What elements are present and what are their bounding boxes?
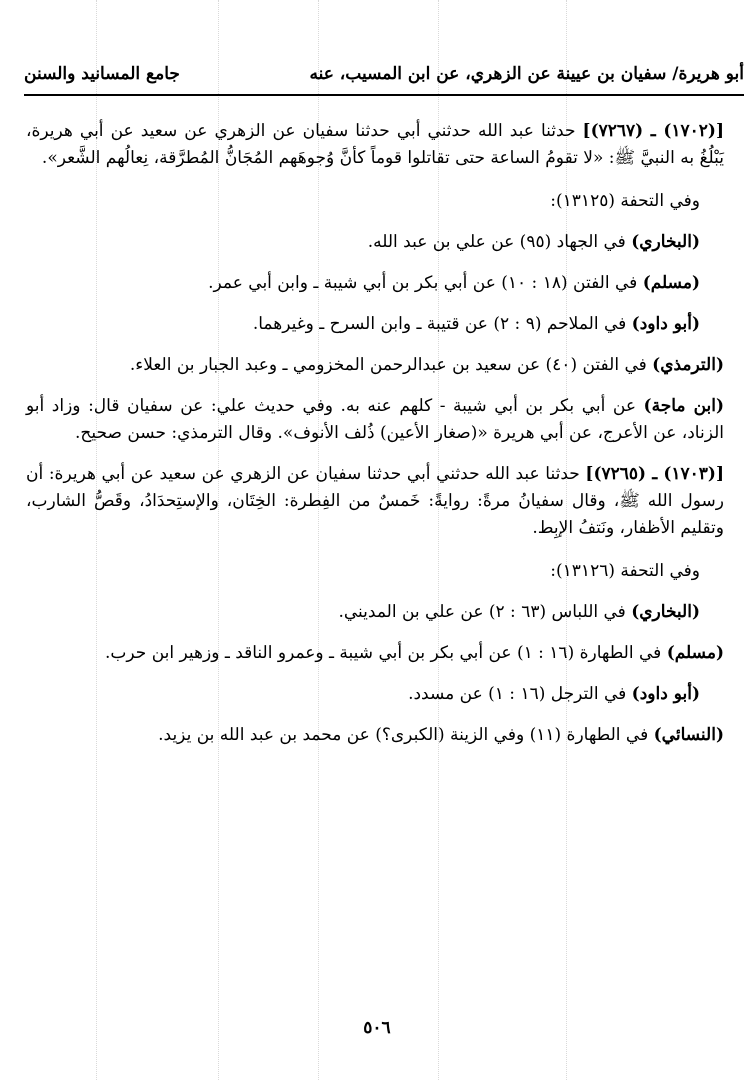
hadith-entry (26, 461, 724, 542)
source-name: (أبو داود) (631, 684, 700, 704)
header-rule (24, 94, 744, 96)
source-name: (الترمذي) (652, 355, 724, 375)
source-line (26, 311, 724, 338)
source-name: (مسلم) (642, 273, 700, 293)
source-text: في اللباس (٦٣ : ٢) عن علي بن المديني. (338, 602, 626, 622)
source-line (26, 352, 724, 379)
hadith-text: حدثنا عبد الله حدثني أبي حدثنا سفيان عن الزهري عن سعيد عن أبي هريرة، يَبْلُغُ به النبيَّ ﷺ: «لا تقومُ الساعة حتى تقاتلوا قوماً كأنَّ وُجوهَهم المُجَانُّ المُطرَّقة، نِعالُهم الشَّعر». (26, 121, 724, 168)
hadith-text: حدثنا عبد الله حدثني أبي حدثنا سفيان عن الزهري عن سعيد عن أبي هريرة: أن رسول الله ﷺ، وقال سفيانُ مرةً: روايةً: خَمسٌ من الفِطرة: الخِتَان، والإستِحدَادُ، وقَصُّ الشارب، وتقليم الأظفار، ونَتفُ الإبِط. (26, 464, 724, 538)
source-text: في الفتن (١٨ : ١٠) عن أبي بكر بن أبي شيبة ـ وابن أبي عمر. (208, 273, 638, 293)
source-text: عن أبي بكر بن أبي شيبة - كلهم عنه به. وفي حديث علي: عن سفيان قال: وزاد أبو الزناد، عن الأعرج، عن أبي هريرة «(صغار الأعين) ذُلف الأنوف». وقال الترمذي: حسن صحيح. (26, 396, 724, 443)
source-text: في الطهارة (١٦ : ١) عن أبي بكر بن أبي شيبة ـ وعمرو الناقد ـ وزهير ابن حرب. (105, 643, 662, 663)
source-line (26, 722, 724, 749)
source-line (26, 599, 724, 626)
source-line (26, 270, 724, 297)
source-text: في الجهاد (٩٥) عن علي بن عبد الله. (367, 232, 626, 252)
source-name: (البخاري) (631, 602, 700, 622)
page-number: ٥٠٦ (363, 1018, 391, 1038)
source-name: (البخاري) (631, 232, 700, 252)
source-line (26, 393, 724, 447)
hadith-number: [(١٧٠٢) ـ (٧٢٦٧)] (582, 121, 724, 141)
page-body (26, 118, 724, 763)
source-line (26, 681, 724, 708)
running-header (24, 62, 744, 96)
hadith-entry (26, 118, 724, 172)
source-name: (النسائي) (653, 725, 724, 745)
tuhfa-reference: وفي التحفة (١٣١٢٥): (550, 191, 700, 211)
tuhfa-reference: وفي التحفة (١٣١٢٦): (550, 561, 700, 581)
source-name: (ابن ماجة) (643, 396, 725, 416)
source-text: في الطهارة (١١) وفي الزينة (الكبرى؟) عن محمد بن عبد الله بن يزيد. (158, 725, 649, 745)
source-text: في الملاحم (٩ : ٢) عن قتيبة ـ وابن السرح ـ وغيرهما. (252, 314, 627, 334)
source-name: (أبو داود) (631, 314, 700, 334)
hadith-number: [(١٧٠٣) ـ (٧٢٦٥)] (585, 464, 725, 484)
header-book-title: جامع المسانيد والسنن (24, 64, 180, 84)
header-chapter-title: أبو هريرة/ سفيان بن عيينة عن الزهري، عن ابن المسيب، عنه (309, 64, 744, 84)
source-text: في الترجل (١٦ : ١) عن مسدد. (408, 684, 627, 704)
source-line (26, 640, 724, 667)
source-line (26, 229, 724, 256)
source-name: (مسلم) (666, 643, 724, 663)
source-text: في الفتن (٤٠) عن سعيد بن عبدالرحمن المخزومي ـ وعبد الجبار بن العلاء. (129, 355, 647, 375)
